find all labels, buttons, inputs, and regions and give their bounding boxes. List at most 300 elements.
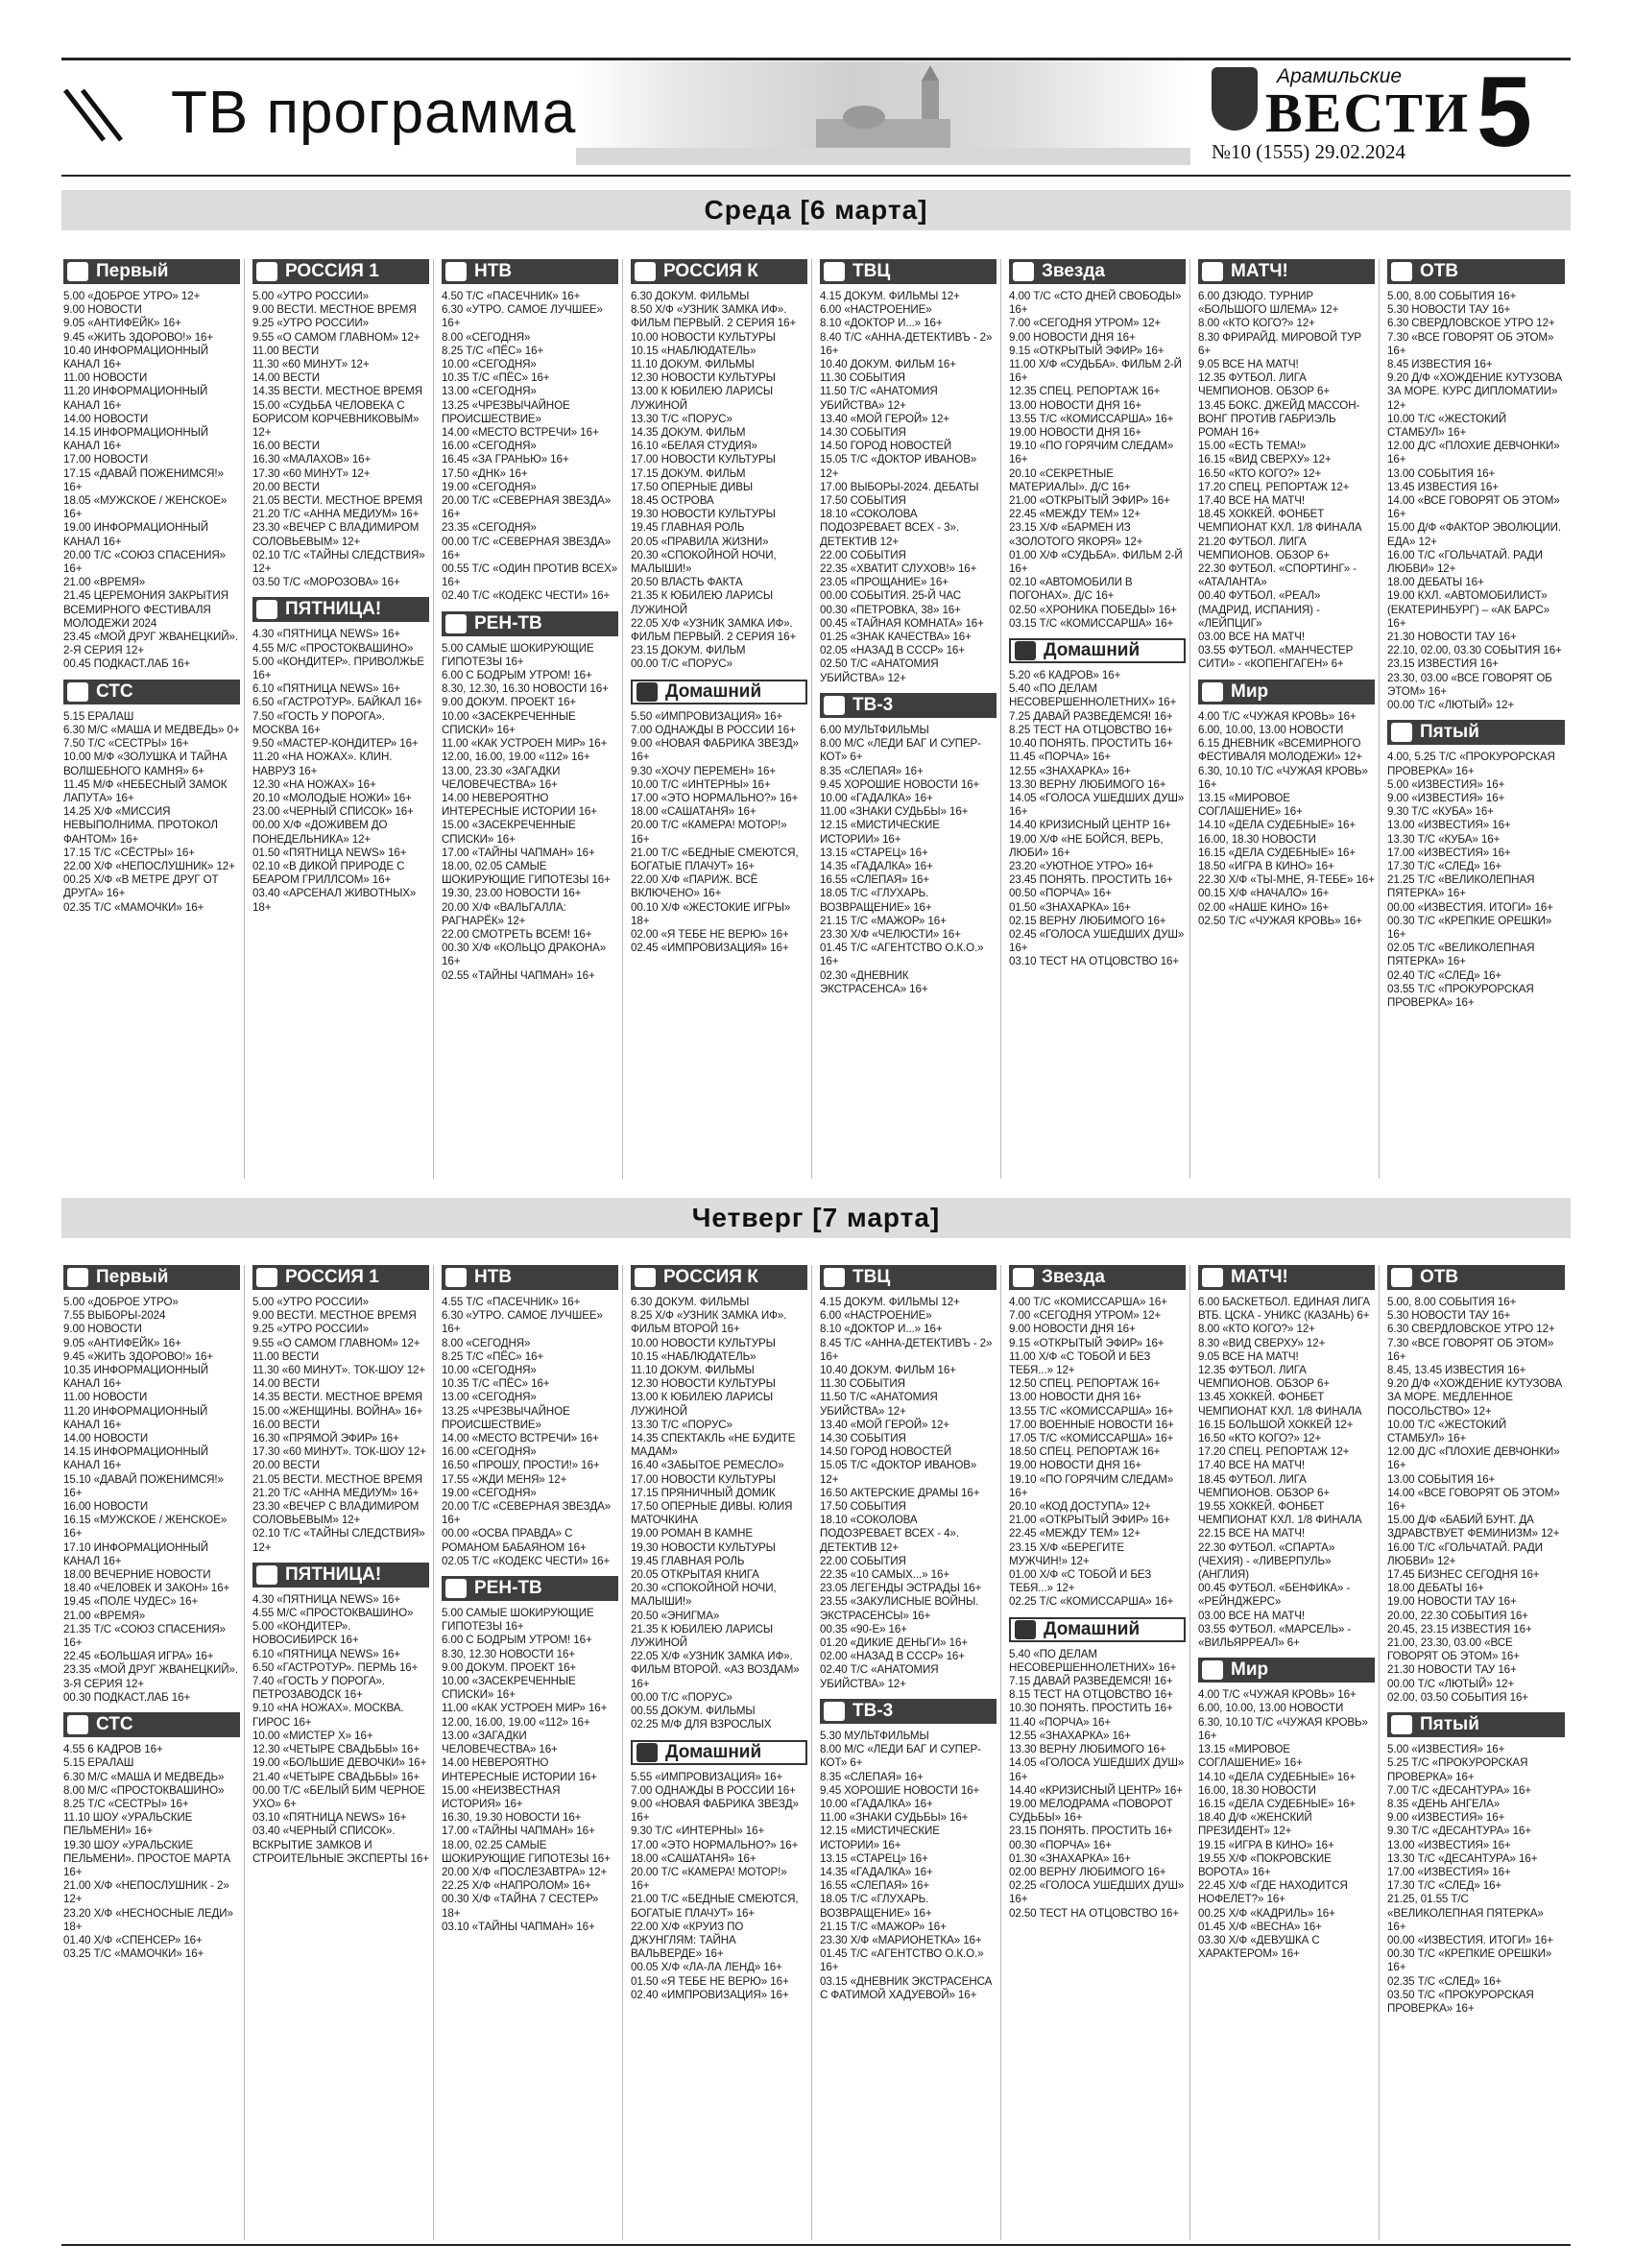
- channel-header: [1198, 259, 1375, 284]
- program-item: 17.05 Т/С «КОМИССАРША» 16+: [1009, 1432, 1174, 1445]
- program-item: 13.30 ВЕРНУ ЛЮБИМОГО 16+: [1009, 1743, 1166, 1756]
- channel-block: [1387, 1265, 1565, 1705]
- program-item: 12.30 НОВОСТИ КУЛЬТУРЫ: [631, 1377, 776, 1391]
- program-item: 16.50 «КТО КОГО?» 12+: [1198, 1432, 1322, 1445]
- channel-logo-icon: [1391, 723, 1412, 742]
- program-item: 14.05 «ГОЛОСА УШЕДШИХ ДУШ» 16+: [1009, 1756, 1185, 1783]
- program-item: 22.45 «МЕЖДУ ТЕМ» 12+: [1009, 508, 1141, 521]
- program-item: 21.15 Т/С «МАЖОР» 16+: [820, 914, 947, 927]
- program-item: 20.50 «ЭНИГМА»: [631, 1609, 720, 1622]
- program-list: [1387, 751, 1565, 1010]
- channel-name: НТВ: [474, 261, 513, 281]
- program-item: 13.00 К ЮБИЛЕЮ ЛАРИСЫ ЛУЖИНОЙ: [631, 385, 774, 412]
- program-item: 22.00 СМОТРЕТЬ ВСЕМ! 16+: [442, 927, 592, 941]
- program-item: 22.05 Х/Ф «УЗНИК ЗАМКА ИФ». ФИЛЬМ ВТОРОЙ. «АЗ ВОЗДАМ» 16+: [631, 1650, 800, 1690]
- program-item: 16.40 «ЗАБЫТОЕ РЕМЕСЛО»: [631, 1459, 784, 1472]
- program-item: 6.50 «ГАСТРОТУР». БАЙКАЛ 16+: [252, 696, 423, 709]
- program-item: 17.55 «ЖДИ МЕНЯ» 12+: [442, 1472, 567, 1486]
- program-item: 12.55 «ЗНАХАРКА» 16+: [1009, 1729, 1131, 1742]
- program-item: 00.05 Х/Ф «ЛА-ЛА ЛЕНД» 16+: [631, 1961, 782, 1974]
- program-item: 03.40 «АРСЕНАЛ ЖИВОТНЫХ» 18+: [252, 887, 417, 914]
- program-item: 6.30 ДОКУМ. ФИЛЬМЫ: [631, 1296, 750, 1308]
- program-item: 5.00 «ДОБРОЕ УТРО»: [63, 1296, 179, 1308]
- program-item: 02.50 «ХРОНИКА ПОБЕДЫ» 16+: [1009, 603, 1177, 616]
- program-item: 5.00 «КОНДИТЕР». НОВОСИБИРСК 16+: [252, 1620, 359, 1647]
- program-item: 16.00, 18.30 НОВОСТИ: [1198, 1783, 1316, 1797]
- program-list: [1198, 1296, 1375, 1650]
- program-list: [1009, 669, 1186, 968]
- program-item: 16.15 «ВИД СВЕРХУ» 12+: [1198, 453, 1332, 466]
- program-item: 02.00 ВЕРНУ ЛЮБИМОГО 16+: [1009, 1865, 1166, 1878]
- program-item: 00.00 Т/С «ЛЮТЫЙ» 12+: [1387, 1677, 1515, 1690]
- program-item: 14.10 «ДЕЛА СУДЕБНЫЕ» 16+: [1198, 1770, 1357, 1783]
- program-item: 6.00, 10.00, 13.00 НОВОСТИ: [1198, 723, 1344, 736]
- program-list: [1387, 290, 1565, 712]
- channel-block: [252, 597, 429, 914]
- program-item: 15.00 «ЕСТЬ ТЕМА!»: [1198, 440, 1307, 453]
- channel-name: ПЯТНИЦА!: [285, 1564, 382, 1585]
- program-item: 23.45 «МОЙ ДРУГ ЖВАНЕЦКИЙ». 2-Я СЕРИЯ 12+: [63, 631, 238, 657]
- channel-header: [63, 1265, 240, 1290]
- channel-logo-icon: [1202, 682, 1223, 702]
- program-item: 12.55 «ЗНАХАРКА» 16+: [1009, 764, 1131, 777]
- program-item: 12.35 ФУТБОЛ. ЛИГА ЧЕМПИОНОВ. ОБЗОР 6+: [1198, 371, 1331, 398]
- program-item: 18.10 «СОКОЛОВА ПОДОЗРЕВАЕТ ВСЕХ - 3». ДЕТЕКТИВ 12+: [820, 508, 959, 548]
- program-item: 22.25 Х/Ф «НАПРОЛОМ» 16+: [442, 1879, 591, 1893]
- program-item: 8.00 «СЕГОДНЯ»: [442, 1336, 531, 1349]
- program-item: 19.30 НОВОСТИ КУЛЬТУРЫ: [631, 1540, 776, 1554]
- program-item: 00.50 «ПОРЧА» 16+: [1009, 887, 1112, 900]
- program-item: 14.00 НОВОСТИ: [63, 1432, 149, 1445]
- program-list: [1009, 1648, 1186, 1921]
- channel-logo-icon: [824, 1702, 845, 1721]
- program-item: 21.15 Т/С «МАЖОР» 16+: [820, 1920, 947, 1933]
- church-photo: [576, 61, 1190, 165]
- program-list: [442, 290, 618, 604]
- program-item: 13.30 Т/С «ПОРУС»: [631, 1418, 732, 1431]
- channel-block: [631, 1740, 807, 2002]
- program-item: 14.50 ГОРОД НОВОСТЕЙ: [820, 1445, 952, 1459]
- page-title: ТВ программа: [171, 80, 577, 146]
- program-item: 01.50 «ПЯТНИЦА NEWS» 16+: [252, 846, 407, 859]
- program-item: 5.00 «ИЗВЕСТИЯ» 16+: [1387, 1743, 1505, 1756]
- program-item: 00.30 Т/С «КРЕПКИЕ ОРЕШКИ» 16+: [1387, 914, 1552, 941]
- channel-logo-icon: [824, 1268, 845, 1287]
- program-item: 5.25 Т/С «ПРОКУРОРСКАЯ ПРОВЕРКА» 16+: [1387, 1756, 1528, 1783]
- program-item: 8.25 Т/С «ПЁС» 16+: [442, 344, 544, 357]
- program-item: 02.10 Т/С «ТАЙНЫ СЛЕДСТВИЯ» 12+: [252, 548, 425, 576]
- channel-column: [63, 1265, 245, 2240]
- program-item: 01.45 Т/С «АГЕНТСТВО О.К.О.» 16+: [820, 1947, 984, 1974]
- channel-block: [442, 259, 618, 604]
- channel-header: [820, 259, 997, 284]
- program-item: 15.00 Д/Ф «БАБИЙ БУНТ. ДА ЗДРАВСТВУЕТ ФЕМИНИЗМ» 12+: [1387, 1514, 1560, 1540]
- program-item: 21.30 НОВОСТИ ТАУ 16+: [1387, 1663, 1517, 1677]
- program-item: 13.00 СОБЫТИЯ 16+: [1387, 466, 1496, 480]
- program-item: 03.55 ФУТБОЛ. «МАНЧЕСТЕР СИТИ» - «КОПЕНГАГЕН» 6+: [1198, 644, 1354, 671]
- program-item: 18.50 «ИГРА В КИНО» 16+: [1198, 859, 1334, 872]
- program-item: 22.45 «БОЛЬШАЯ ИГРА» 16+: [63, 1650, 214, 1663]
- program-item: 13.00 СОБЫТИЯ 16+: [1387, 1472, 1496, 1486]
- channel-block: [442, 611, 618, 983]
- program-item: 00.00 «ИЗВЕСТИЯ. ИТОГИ» 16+: [1387, 1933, 1553, 1946]
- program-item: 13.25 «ЧРЕЗВЫЧАЙНОЕ ПРОИСШЕСТВИЕ»: [442, 398, 570, 425]
- program-item: 11.00 «ЗНАКИ СУДЬБЫ» 16+: [820, 805, 969, 819]
- program-item: 02.10 «В ДИКОЙ ПРИРОДЕ С БЕАРОМ ГРИЛЛСОМ» 16+: [252, 859, 405, 887]
- program-list: [442, 642, 618, 983]
- program-item: 6.30, 10.10 Т/С «ЧУЖАЯ КРОВЬ» 16+: [1198, 764, 1368, 791]
- program-item: 16.00, 18.30 НОВОСТИ: [1198, 832, 1316, 846]
- program-item: 4.55 6 КАДРОВ 16+: [63, 1743, 163, 1756]
- channel-block: [1198, 1265, 1375, 1650]
- program-item: 14.00 «ВСЕ ГОВОРЯТ ОБ ЭТОМ» 16+: [1387, 1486, 1560, 1514]
- program-item: 21.20 Т/С «АННА МЕДИУМ» 16+: [252, 508, 420, 521]
- program-item: 15.05 Т/С «ДОКТОР ИВАНОВ» 12+: [820, 1459, 977, 1486]
- program-item: 9.15 «ОТКРЫТЫЙ ЭФИР» 16+: [1009, 1336, 1165, 1349]
- program-item: 8.15 ТЕСТ НА ОТЦОВСТВО 16+: [1009, 1688, 1173, 1702]
- program-item: 12.30 НОВОСТИ КУЛЬТУРЫ: [631, 371, 776, 385]
- channel-logo-icon: [824, 696, 845, 715]
- program-item: 4.00, 5.25 Т/С «ПРОКУРОРСКАЯ ПРОВЕРКА» 16+: [1387, 751, 1555, 777]
- program-item: 21.35 Т/С «СОЮЗ СПАСЕНИЯ» 16+: [63, 1622, 226, 1650]
- channel-column: [1198, 259, 1380, 1179]
- channel-logo-icon: [1013, 1268, 1034, 1287]
- program-item: 9.30 Т/С «ИНТЕРНЫ» 16+: [631, 1825, 765, 1838]
- channel-header: [820, 1699, 997, 1724]
- program-item: 13.00 «СЕГОДНЯ»: [442, 385, 537, 398]
- program-item: 13.00 «СЕГОДНЯ»: [442, 1391, 537, 1404]
- program-item: 10.00 Т/С «ЖЕСТОКИЙ СТАМБУЛ» 16+: [1387, 1418, 1507, 1445]
- program-item: 01.00 Х/Ф «С ТОБОЙ И БЕЗ ТЕБЯ...» 12+: [1009, 1568, 1152, 1595]
- program-item: 6.30 СВЕРДЛОВСКОЕ УТРО 12+: [1387, 317, 1555, 330]
- program-item: 11.50 Т/С «АНАТОМИЯ УБИЙСТВА» 12+: [820, 1391, 938, 1418]
- program-item: 18.00 «САШАТАНЯ» 16+: [631, 805, 756, 819]
- program-item: 01.50 «ЗНАХАРКА» 16+: [1009, 900, 1131, 914]
- program-item: 7.00 ОДНАЖДЫ В РОССИИ 16+: [631, 1783, 796, 1797]
- program-item: 00.00 Х/Ф «ДОЖИВЕМ ДО ПОНЕДЕЛЬНИКА» 12+: [252, 819, 388, 846]
- program-item: 18.45 ХОККЕЙ. ФОНБЕТ ЧЕМПИОНАТ КХЛ. 1/8 ФИНАЛА: [1198, 508, 1362, 535]
- program-item: 00.00 Т/С «ПОРУС»: [631, 1690, 732, 1704]
- program-item: 00.30 Х/Ф «КОЛЬЦО ДРАКОНА» 16+: [442, 942, 607, 968]
- program-item: 03.10 ТЕСТ НА ОТЦОВСТВО 16+: [1009, 955, 1180, 968]
- program-item: 02.00 «НАШЕ КИНО» 16+: [1198, 900, 1330, 914]
- program-item: 17.00 НОВОСТИ КУЛЬТУРЫ: [631, 1472, 776, 1486]
- program-item: 9.00 ВЕСТИ. МЕСТНОЕ ВРЕМЯ: [252, 303, 417, 317]
- channel-column: [1198, 1265, 1380, 2240]
- program-item: 00.25 Х/Ф «В МЕТРЕ ДРУГ ОТ ДРУГА» 16+: [63, 873, 219, 900]
- channel-name: СТС: [96, 1714, 133, 1735]
- program-item: 12.00, 16.00, 19.00 «112» 16+: [442, 751, 590, 764]
- program-item: 21.00 Х/Ф «НЕПОСЛУШНИК - 2» 12+: [63, 1879, 229, 1906]
- program-item: 14.00 «МЕСТО ВСТРЕЧИ» 16+: [442, 1432, 599, 1445]
- channel-header: [252, 259, 429, 284]
- program-item: 5.00 «УТРО РОССИИ»: [252, 290, 369, 302]
- program-item: 4.15 ДОКУМ. ФИЛЬМЫ 12+: [820, 290, 960, 302]
- channel-block: [1009, 638, 1186, 968]
- program-item: 18.00, 02.25 САМЫЕ ШОКИРУЮЩИЕ ГИПОТЕЗЫ 16+: [442, 1838, 611, 1865]
- channel-column: [1387, 1265, 1569, 2240]
- channel-name: МАТЧ!: [1231, 261, 1288, 281]
- program-item: 9.00 «ИЗВЕСТИЯ» 16+: [1387, 791, 1505, 804]
- program-item: 13.00 НОВОСТИ ДНЯ 16+: [1009, 1391, 1141, 1404]
- program-item: 14.00 НОВОСТИ: [63, 412, 149, 425]
- program-item: 16.00 Т/С «ГОЛЬЧАТАЙ. РАДИ ЛЮБВИ» 12+: [1387, 548, 1543, 576]
- program-item: 13.45 ХОККЕЙ. ФОНБЕТ ЧЕМПИОНАТ КХЛ. 1/8 ФИНАЛА: [1198, 1391, 1362, 1418]
- program-item: 4.55 М/С «ПРОСТОКВАШИНО»: [252, 1607, 414, 1620]
- program-list: [63, 1296, 240, 1705]
- channel-name: ТВЦ: [853, 261, 891, 281]
- program-item: 14.35 ВЕСТИ. МЕСТНОЕ ВРЕМЯ: [252, 1391, 422, 1404]
- program-item: 20.50 ВЛАСТЬ ФАКТА: [631, 576, 743, 589]
- program-item: 20.00 Т/С «СЕВЕРНАЯ ЗВЕЗДА» 16+: [442, 494, 612, 521]
- channel-name: Первый: [96, 1267, 169, 1287]
- program-item: 00.30 «ПЕТРОВКА, 38» 16+: [820, 603, 961, 616]
- program-item: 18.40 Д/Ф «ЖЕНСКИЙ ПРЕЗИДЕНТ» 12+: [1198, 1811, 1312, 1838]
- channel-header: [631, 1265, 807, 1290]
- channel-header: [1387, 1265, 1565, 1290]
- program-list: [631, 290, 807, 672]
- program-item: 10.15 «НАБЛЮДАТЕЛЬ»: [631, 344, 756, 357]
- program-item: 03.50 Т/С «ПРОКУРОРСКАЯ ПРОВЕРКА» 16+: [1387, 1988, 1534, 2015]
- program-item: 12.00, 16.00, 19.00 «112» 16+: [442, 1715, 590, 1729]
- program-item: 21.00 «ОТКРЫТЫЙ ЭФИР» 16+: [1009, 494, 1170, 508]
- program-item: 9.20 Д/Ф «ХОЖДЕНИЕ КУТУЗОВА ЗА МОРЕ. МЕДЛЕННОЕ ПОСОЛЬСТВО» 12+: [1387, 1377, 1563, 1418]
- channel-column: [1387, 259, 1569, 1179]
- program-item: 02.40 Т/С «СЛЕД» 16+: [1387, 968, 1502, 982]
- program-item: 18.05 «МУЖСКОЕ / ЖЕНСКОЕ» 16+: [63, 494, 228, 521]
- program-item: 13.15 «СТАРЕЦ» 16+: [820, 1851, 928, 1865]
- program-item: 13.00, 23.30 «ЗАГАДКИ ЧЕЛОВЕЧЕСТВА» 16+: [442, 764, 561, 791]
- channel-block: [1387, 1712, 1565, 2016]
- program-item: 00.00 «ИЗВЕСТИЯ. ИТОГИ» 16+: [1387, 900, 1553, 914]
- channel-logo-icon: [1015, 1620, 1036, 1639]
- program-item: 9.45 «ЖИТЬ ЗДОРОВО!» 16+: [63, 1349, 214, 1363]
- program-item: 14.35 ВЕСТИ. МЕСТНОЕ ВРЕМЯ: [252, 385, 422, 398]
- program-item: 00.45 «ТАЙНАЯ КОМНАТА» 16+: [820, 616, 984, 630]
- program-item: 9.05 «АНТИФЕЙК» 16+: [63, 1336, 181, 1349]
- program-item: 8.00 «СЕГОДНЯ»: [442, 330, 531, 344]
- program-item: 17.00 «ТАЙНЫ ЧАПМАН» 16+: [442, 1825, 595, 1838]
- program-item: 23.15 Х/Ф «БАРМЕН ИЗ «ЗОЛОТОГО ЯКОРЯ» 12+: [1009, 521, 1143, 548]
- program-item: 12.30 «НА НОЖАХ» 16+: [252, 777, 376, 791]
- channel-block: [820, 259, 997, 685]
- program-item: 14.30 СОБЫТИЯ: [820, 1432, 906, 1445]
- channel-header: [1009, 1617, 1186, 1642]
- channel-block: [252, 259, 429, 589]
- channel-header: [252, 597, 429, 622]
- program-item: 22.00 СОБЫТИЯ: [820, 548, 906, 561]
- program-item: 5.20 «6 КАДРОВ» 16+: [1009, 669, 1121, 682]
- program-item: 10.00 «ЗАСЕКРЕЧЕННЫЕ СПИСКИ» 16+: [442, 1675, 576, 1702]
- program-item: 20.00 ВЕСТИ: [252, 480, 321, 493]
- program-item: 10.00 НОВОСТИ КУЛЬТУРЫ: [631, 330, 776, 344]
- program-item: 4.30 «ПЯТНИЦА NEWS» 16+: [252, 1592, 401, 1606]
- channel-name: Пятый: [1420, 1714, 1479, 1735]
- program-item: 6.50 «ГАСТРОТУР». ПЕРМЬ 16+: [252, 1660, 419, 1674]
- program-item: 02.45 «ИМПРОВИЗАЦИЯ» 16+: [631, 942, 789, 955]
- program-list: [1198, 290, 1375, 672]
- program-item: 18.00 ДЕБАТЫ 16+: [1387, 576, 1484, 589]
- program-item: 17.50 СОБЫТИЯ: [820, 1500, 906, 1514]
- program-item: 19.00 ИНФОРМАЦИОННЫЙ КАНАЛ 16+: [63, 521, 209, 548]
- channel-block: [1009, 1265, 1186, 1610]
- program-list: [1198, 1688, 1375, 1961]
- program-item: 7.00 «СЕГОДНЯ УТРОМ» 12+: [1009, 1309, 1162, 1323]
- program-item: 9.30 Т/С «ДЕСАНТУРА» 16+: [1387, 1825, 1532, 1838]
- hatch-icon: [61, 86, 129, 149]
- program-item: 16.30, 19.30 НОВОСТИ 16+: [442, 1811, 582, 1825]
- program-item: 02.10 «АВТОМОБИЛИ В ПОГОНАХ». Д/С 16+: [1009, 576, 1133, 603]
- header-rule: [61, 175, 1571, 177]
- program-item: 23.30 Х/Ф «ЧЕЛЮСТИ» 16+: [820, 927, 961, 941]
- program-item: 5.30 МУЛЬТФИЛЬМЫ: [820, 1729, 929, 1742]
- program-item: 14.10 «ДЕЛА СУДЕБНЫЕ» 16+: [1198, 819, 1357, 832]
- program-item: 11.10 ШОУ «УРАЛЬСКИЕ ПЕЛЬМЕНИ» 16+: [63, 1811, 193, 1838]
- channel-name: ТВ-3: [853, 1700, 894, 1721]
- program-item: 7.30 «ВСЕ ГОВОРЯТ ОБ ЭТОМ» 16+: [1387, 1336, 1554, 1363]
- channel-header: [252, 1563, 429, 1588]
- channel-block: [63, 1265, 240, 1705]
- program-item: 00.30 «ПОРЧА» 16+: [1009, 1838, 1112, 1851]
- program-item: 6.00 ДЗЮДО. ТУРНИР «БОЛЬШОГО ШЛЕМА» 12+: [1198, 290, 1339, 317]
- program-item: 5.55 «ИМПРОВИЗАЦИЯ» 16+: [631, 1770, 783, 1783]
- program-item: 5.00 САМЫЕ ШОКИРУЮЩИЕ ГИПОТЕЗЫ 16+: [442, 1607, 594, 1634]
- program-item: 20.05 ОТКРЫТАЯ КНИГА: [631, 1568, 759, 1582]
- channel-logo-icon: [445, 614, 467, 633]
- program-item: 11.30 СОБЫТИЯ: [820, 371, 905, 385]
- program-item: 10.00 Т/С «ИНТЕРНЫ» 16+: [631, 777, 771, 791]
- channel-name: Домашний: [665, 680, 762, 702]
- program-item: 8.25 ТЕСТ НА ОТЦОВСТВО 16+: [1009, 723, 1173, 736]
- program-item: 21.35 К ЮБИЛЕЮ ЛАРИСЫ ЛУЖИНОЙ: [631, 1622, 774, 1650]
- program-list: [442, 1296, 618, 1568]
- program-item: 22.00 СОБЫТИЯ: [820, 1554, 906, 1567]
- program-item: 19.00 МЕЛОДРАМА «ПОВОРОТ СУДЬБЫ» 16+: [1009, 1797, 1173, 1825]
- channel-block: [63, 680, 240, 915]
- program-item: 21.20 Т/С «АННА МЕДИУМ» 16+: [252, 1486, 420, 1499]
- program-item: 5.00 САМЫЕ ШОКИРУЮЩИЕ ГИПОТЕЗЫ 16+: [442, 641, 594, 668]
- program-item: 16.00 НОВОСТИ: [63, 1500, 149, 1514]
- bottom-rule: [61, 2244, 1571, 2246]
- program-list: [63, 710, 240, 915]
- channel-logo-icon: [67, 262, 88, 281]
- channel-logo-icon: [636, 682, 658, 702]
- channel-block: [252, 1265, 429, 1555]
- program-item: 00.30 Т/С «КРЕПКИЕ ОРЕШКИ» 16+: [1387, 1947, 1552, 1974]
- program-item: 5.40 «ПО ДЕЛАМ НЕСОВЕРШЕННОЛЕТНИХ» 16+: [1009, 1647, 1177, 1674]
- program-item: 6.30 М/С «МАША И МЕДВЕДЬ»: [63, 1770, 225, 1783]
- program-item: 13.30 Т/С «ДЕСАНТУРА» 16+: [1387, 1851, 1538, 1865]
- program-item: 8.10 «ДОКТОР И...» 16+: [820, 1323, 943, 1336]
- program-item: 11.10 ДОКУМ. ФИЛЬМЫ: [631, 358, 755, 371]
- channel-name: ОТВ: [1420, 261, 1459, 281]
- program-list: [820, 724, 997, 996]
- program-item: 11.00 НОВОСТИ: [63, 1391, 148, 1404]
- program-list: [252, 1593, 429, 1866]
- program-item: 02.25 «ГОЛОСА УШЕДШИХ ДУШ» 16+: [1009, 1879, 1185, 1906]
- program-item: 11.20 «НА НОЖАХ». КЛИН. НАВРУЗ 16+: [252, 751, 393, 777]
- channel-block: [252, 1563, 429, 1866]
- program-item: 13.30 Т/С «ПОРУС»: [631, 412, 732, 425]
- program-list: [820, 290, 997, 685]
- program-item: 6.00 БАСКЕТБОЛ. ЕДИНАЯ ЛИГА ВТБ. ЦСКА - УНИКС (КАЗАНЬ) 6+: [1198, 1296, 1371, 1323]
- program-item: 14.00 ВЕСТИ: [252, 371, 321, 385]
- program-item: 21.00 Т/С «БЕДНЫЕ СМЕЮТСЯ, БОГАТЫЕ ПЛАЧУТ» 16+: [631, 846, 799, 872]
- program-item: 03.15 Т/С «КОМИССАРША» 16+: [1009, 616, 1174, 630]
- channel-header: [1198, 1265, 1375, 1290]
- program-item: 10.00 «ГАДАЛКА» 16+: [820, 1797, 933, 1810]
- program-item: 21.05 ВЕСТИ. МЕСТНОЕ ВРЕМЯ: [252, 494, 422, 508]
- program-item: 02.50 Т/С «АНАТОМИЯ УБИЙСТВА» 12+: [820, 657, 939, 684]
- program-item: 10.35 Т/С «ПЁС» 16+: [442, 1377, 550, 1391]
- program-item: 11.45 М/Ф «НЕБЕСНЫЙ ЗАМОК ЛАПУТА» 16+: [63, 777, 228, 804]
- channel-logo-icon: [67, 682, 88, 702]
- channel-column: [631, 259, 812, 1179]
- program-item: 18.40 «ЧЕЛОВЕК И ЗАКОН» 16+: [63, 1582, 230, 1595]
- program-item: 23.05 ЛЕГЕНДЫ ЭСТРАДЫ 16+: [820, 1582, 982, 1595]
- program-item: 13.30 ВЕРНУ ЛЮБИМОГО 16+: [1009, 777, 1166, 791]
- channel-name: Звезда: [1042, 261, 1105, 281]
- program-item: 21.20 ФУТБОЛ. ЛИГА ЧЕМПИОНОВ. ОБЗОР 6+: [1198, 535, 1331, 561]
- program-item: 22.30 ФУТБОЛ. «СПОРТИНГ» - «АТАЛАНТА»: [1198, 562, 1357, 589]
- program-item: 6.30 «УТРО. САМОЕ ЛУЧШЕЕ» 16+: [442, 303, 603, 330]
- program-item: 6.00 МУЛЬТФИЛЬМЫ: [820, 723, 929, 736]
- program-item: 19.00 «СЕГОДНЯ»: [442, 480, 537, 493]
- channel-name: Мир: [1231, 1659, 1269, 1681]
- program-item: 5.00 «КОНДИТЕР». ПРИВОЛЖЬЕ 16+: [252, 655, 424, 682]
- program-item: 16.50 «КТО КОГО?» 12+: [1198, 466, 1322, 480]
- program-item: 02.55 «ТАЙНЫ ЧАПМАН» 16+: [442, 968, 595, 982]
- program-item: 13.15 «СТАРЕЦ» 16+: [820, 846, 928, 859]
- channel-header: [442, 611, 618, 636]
- channel-name: ОТВ: [1420, 1267, 1459, 1287]
- channel-header: [1009, 259, 1186, 284]
- program-item: 10.15 «НАБЛЮДАТЕЛЬ»: [631, 1349, 756, 1363]
- channel-name: ТВ-3: [853, 694, 894, 715]
- program-item: 17.00 «ЭТО НОРМАЛЬНО?» 16+: [631, 791, 799, 804]
- program-item: 11.00 «КАК УСТРОЕН МИР» 16+: [442, 1702, 608, 1715]
- program-item: 23.30, 03.00 «ВСЕ ГОВОРЯТ ОБ ЭТОМ» 16+: [1387, 671, 1552, 698]
- program-item: 10.00 «СЕГОДНЯ»: [442, 1364, 537, 1377]
- program-item: 9.55 «О САМОМ ГЛАВНОМ» 12+: [252, 330, 420, 344]
- program-item: 11.20 ИНФОРМАЦИОННЫЙ КАНАЛ 16+: [63, 385, 208, 412]
- program-item: 9.00 «НОВАЯ ФАБРИКА ЗВЕЗД» 16+: [631, 1797, 799, 1825]
- program-item: 8.45 ИЗВЕСТИЯ 16+: [1387, 358, 1493, 371]
- program-item: 10.00 «СЕГОДНЯ»: [442, 358, 537, 371]
- program-item: 18.05 Т/С «ГЛУХАРЬ. ВОЗВРАЩЕНИЕ» 16+: [820, 887, 932, 914]
- program-item: 9.00 НОВОСТИ ДНЯ 16+: [1009, 330, 1136, 344]
- program-item: 10.40 ИНФОРМАЦИОННЫЙ КАНАЛ 16+: [63, 344, 209, 371]
- program-item: 13.25 «ЧРЕЗВЫЧАЙНОЕ ПРОИСШЕСТВИЕ»: [442, 1404, 570, 1431]
- channel-logo-icon: [635, 1268, 656, 1287]
- program-item: 17.40 ВСЕ НА МАТЧ!: [1198, 494, 1305, 508]
- program-item: 19.00 «БОЛЬШИЕ ДЕВОЧКИ» 16+: [252, 1756, 427, 1770]
- program-item: 5.00, 8.00 СОБЫТИЯ 16+: [1387, 1296, 1517, 1308]
- program-item: 19.45 «ПОЛЕ ЧУДЕС» 16+: [63, 1595, 199, 1609]
- program-item: 18.00 ДЕБАТЫ 16+: [1387, 1582, 1484, 1595]
- program-item: 4.00 Т/С «КОМИССАРША» 16+: [1009, 1296, 1167, 1308]
- channel-header: [63, 259, 240, 284]
- channel-header: [1009, 1265, 1186, 1290]
- channel-name: РОССИЯ 1: [285, 261, 379, 281]
- program-item: 00.45 ФУТБОЛ. «БЕНФИКА» - «РЕЙНДЖЕРС»: [1198, 1582, 1351, 1609]
- channel-name: СТС: [96, 680, 133, 702]
- program-item: 19.00 РОМАН В КАМНЕ: [631, 1527, 754, 1540]
- program-item: 14.15 ИНФОРМАЦИОННЫЙ КАНАЛ 16+: [63, 1445, 209, 1472]
- program-item: 17.45 БИЗНЕС СЕГОДНЯ 16+: [1387, 1568, 1540, 1582]
- program-item: 14.35 СПЕКТАКЛЬ «НЕ БУДИТЕ МАДАМ»: [631, 1432, 796, 1459]
- program-item: 02.05 «НАЗАД В СССР» 16+: [820, 644, 965, 657]
